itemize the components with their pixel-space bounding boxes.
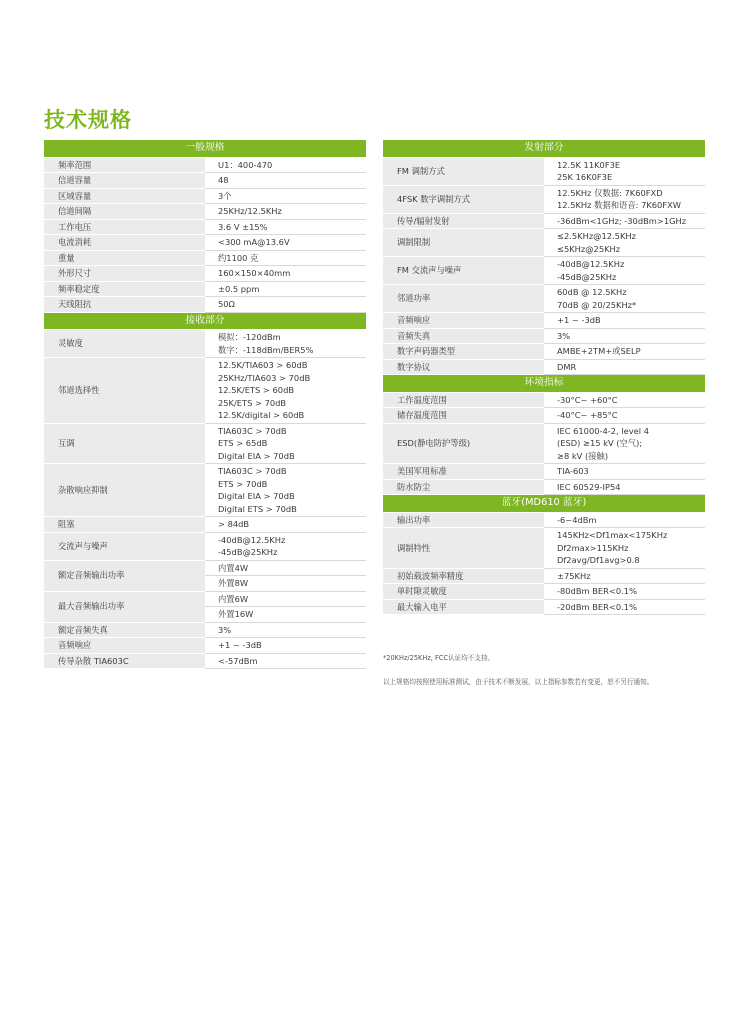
section-header-row xyxy=(383,140,705,157)
spec-key: 工作温度范围 xyxy=(383,392,544,408)
spec-value-line: 外置8W xyxy=(218,578,249,588)
spec-value xyxy=(205,607,366,623)
spec-value xyxy=(205,423,366,464)
spec-value-line: 数字：-118dBm/BER5% xyxy=(218,344,314,355)
spec-row xyxy=(44,464,366,517)
spec-value-line: ≤5KHz@25KHz xyxy=(557,243,621,254)
spec-key: 互调 xyxy=(44,423,205,464)
spec-value xyxy=(544,464,705,480)
spec-row xyxy=(44,188,366,204)
spec-key: 最大音频输出功率 xyxy=(44,591,205,622)
spec-row xyxy=(383,229,705,257)
spec-key: 天线阻抗 xyxy=(44,297,205,313)
spec-value xyxy=(205,250,366,266)
spec-row xyxy=(383,157,705,185)
spec-value-line: ETS > 70dB xyxy=(218,478,268,489)
spec-key: 外形尺寸 xyxy=(44,266,205,282)
spec-key: 单时隙灵敏度 xyxy=(383,584,544,600)
spec-key: 防水防尘 xyxy=(383,479,544,495)
spec-value-line: TIA603C > 70dB xyxy=(218,466,287,476)
spec-key: 阻塞 xyxy=(44,517,205,533)
spec-row xyxy=(44,250,366,266)
spec-row xyxy=(44,423,366,464)
spec-value-line: -20dBm BER<0.1% xyxy=(557,601,637,612)
spec-row xyxy=(383,408,705,424)
spec-value-line: 25KHz/TIA603 > 70dB xyxy=(218,372,311,383)
spec-row xyxy=(383,464,705,480)
spec-value-line: 25K 16K0F3E xyxy=(557,172,613,182)
spec-value xyxy=(205,622,366,638)
spec-value xyxy=(205,235,366,251)
spec-key: 灵敏度 xyxy=(44,330,205,358)
spec-value-line: 12.5KHz 仅数据: 7K60FXD xyxy=(557,187,663,198)
spec-value-line: (ESD) ≥15 kV (空气); xyxy=(557,438,643,448)
spec-row xyxy=(44,591,366,607)
spec-value xyxy=(205,204,366,220)
section-header: 一般规格 xyxy=(44,140,366,157)
spec-key: FM 交流声与噪声 xyxy=(383,257,544,285)
spec-row xyxy=(44,204,366,220)
spec-value xyxy=(544,359,705,375)
spec-value-line: 12.5K/ETS > 60dB xyxy=(218,385,295,395)
spec-table xyxy=(44,140,366,669)
section-header-row xyxy=(383,375,705,393)
spec-row xyxy=(383,285,705,313)
spec-row xyxy=(383,528,705,569)
spec-value xyxy=(544,408,705,424)
spec-value-line: ±75KHz xyxy=(557,570,591,581)
spec-value-line: -40dB@12.5KHz xyxy=(218,534,286,545)
section-header: 蓝牙(MD610 蓝牙) xyxy=(383,495,705,513)
spec-value-line: Df2max>115KHz xyxy=(557,542,629,553)
spec-key: 美国军用标准 xyxy=(383,464,544,480)
spec-value-line: 外置16W xyxy=(218,609,254,619)
section-header-row xyxy=(44,140,366,157)
spec-key: 初始载波频率精度 xyxy=(383,568,544,584)
spec-value-line: Df2avg/Df1avg>0.8 xyxy=(557,555,640,565)
spec-value xyxy=(205,638,366,654)
spec-row xyxy=(44,560,366,576)
section-header: 接收部分 xyxy=(44,312,366,330)
spec-value-line: IEC 61000-4-2, level 4 xyxy=(557,425,649,436)
spec-row xyxy=(44,297,366,313)
footnote-fcc: *20KHz/25KHz, FCC认证均不支持。 xyxy=(383,654,495,662)
spec-value-line: TIA-603 xyxy=(557,466,589,476)
spec-row xyxy=(44,653,366,669)
spec-value-line: <-57dBm xyxy=(218,655,258,666)
spec-value xyxy=(205,219,366,235)
spec-key: 储存温度范围 xyxy=(383,408,544,424)
spec-key: 音频响应 xyxy=(383,313,544,329)
spec-value-line: 内置6W xyxy=(218,593,249,604)
spec-value-line: ≤2.5KHz@12.5KHz xyxy=(557,231,636,241)
spec-value-line: 3% xyxy=(218,624,232,635)
spec-key: 额定音频失真 xyxy=(44,622,205,638)
spec-value xyxy=(205,281,366,297)
spec-value xyxy=(544,213,705,229)
spec-row xyxy=(383,568,705,584)
spec-row xyxy=(44,266,366,282)
spec-key: 频率稳定度 xyxy=(44,281,205,297)
spec-value xyxy=(544,257,705,285)
spec-value-line: +1 ~ -3dB xyxy=(557,315,601,325)
spec-key: 数字声码器类型 xyxy=(383,344,544,360)
spec-key: FM 调制方式 xyxy=(383,157,544,185)
spec-row xyxy=(44,358,366,424)
page-title: 技术规格 xyxy=(44,108,132,132)
spec-value-line: TIA603C > 70dB xyxy=(218,425,287,436)
spec-value xyxy=(205,532,366,560)
spec-row xyxy=(383,257,705,285)
spec-row xyxy=(383,328,705,344)
spec-value-line: +1 ~ -3dB xyxy=(218,640,262,650)
spec-value xyxy=(205,330,366,358)
spec-key: 重量 xyxy=(44,250,205,266)
spec-row xyxy=(383,392,705,408)
spec-value xyxy=(544,528,705,569)
spec-value-line: 12.5K/TIA603 > 60dB xyxy=(218,360,308,370)
spec-row xyxy=(44,532,366,560)
spec-value xyxy=(544,229,705,257)
spec-value xyxy=(205,173,366,189)
section-header-row xyxy=(383,495,705,513)
spec-value xyxy=(205,266,366,282)
spec-row xyxy=(44,173,366,189)
spec-row xyxy=(44,638,366,654)
footnotes xyxy=(383,652,723,700)
spec-value-line: 25K/ETS > 70dB xyxy=(218,397,287,408)
spec-row xyxy=(383,313,705,329)
spec-value-line: 60dB @ 12.5KHz xyxy=(557,287,627,297)
spec-value xyxy=(544,344,705,360)
section-header: 发射部分 xyxy=(383,140,705,157)
spec-value xyxy=(205,157,366,173)
spec-value-line: ±0.5 ppm xyxy=(218,283,260,294)
spec-value xyxy=(544,599,705,615)
spec-value xyxy=(544,584,705,600)
spec-row xyxy=(44,219,366,235)
spec-row xyxy=(383,185,705,213)
spec-table-right xyxy=(383,140,705,615)
spec-row xyxy=(44,622,366,638)
spec-value-line: IEC 60529-IP54 xyxy=(557,481,621,492)
spec-value-line: -80dBm BER<0.1% xyxy=(557,586,637,596)
spec-key: 额定音频输出功率 xyxy=(44,560,205,591)
spec-key: ESD(静电防护等级) xyxy=(383,423,544,464)
spec-value xyxy=(205,653,366,669)
spec-key: 区域容量 xyxy=(44,188,205,204)
spec-value-line: 145KHz<Df1max<175KHz xyxy=(557,530,668,540)
spec-value-line: -40°C~ +85°C xyxy=(557,410,618,420)
spec-row xyxy=(44,517,366,533)
spec-value-line: Digital EIA > 70dB xyxy=(218,450,295,461)
spec-key: 音频失真 xyxy=(383,328,544,344)
spec-key: 杂散响应抑制 xyxy=(44,464,205,517)
spec-key: 工作电压 xyxy=(44,219,205,235)
spec-value xyxy=(544,568,705,584)
spec-row xyxy=(383,599,705,615)
spec-value-line: 内置4W xyxy=(218,562,249,573)
spec-table xyxy=(383,140,705,615)
spec-value xyxy=(205,358,366,424)
spec-value-line: 12.5KHz 数据和语音: 7K60FXW xyxy=(557,200,681,210)
spec-value-line: <300 mA@13.6V xyxy=(218,237,290,247)
spec-key: 最大输入电平 xyxy=(383,599,544,615)
section-header-row xyxy=(44,312,366,330)
spec-row xyxy=(383,479,705,495)
spec-value-line: -45dB@25KHz xyxy=(557,271,617,282)
spec-value-line: U1：400-470 xyxy=(218,159,273,170)
spec-value-line: > 84dB xyxy=(218,519,250,529)
spec-key: 交流声与噪声 xyxy=(44,532,205,560)
spec-value xyxy=(205,560,366,576)
spec-value-line: 12.5K 11K0F3E xyxy=(557,159,621,170)
spec-row xyxy=(383,344,705,360)
footnote-disclaimer: 以上规格均按照使用标准测试，由于技术不断发展，以上指标参数若有变更，恕不另行通知。 xyxy=(383,678,654,686)
spec-key: 信道容量 xyxy=(44,173,205,189)
spec-value-line: 模拟：-120dBm xyxy=(218,332,281,342)
spec-value-line: Digital EIA > 70dB xyxy=(218,491,295,501)
spec-key: 传导/辐射发射 xyxy=(383,213,544,229)
spec-value-line: -45dB@25KHz xyxy=(218,547,278,557)
spec-value xyxy=(544,512,705,528)
spec-row xyxy=(383,512,705,528)
spec-key: 邻道功率 xyxy=(383,285,544,313)
spec-value-line: 3.6 V ±15% xyxy=(218,221,268,232)
spec-value xyxy=(544,328,705,344)
spec-value-line: Digital ETS > 70dB xyxy=(218,503,297,514)
spec-value-line: 160×150×40mm xyxy=(218,268,291,278)
spec-key: 电流消耗 xyxy=(44,235,205,251)
spec-value-line: 70dB @ 20/25KHz* xyxy=(557,299,637,310)
spec-row xyxy=(44,281,366,297)
spec-value-line: -6~4dBm xyxy=(557,514,597,525)
spec-value xyxy=(205,464,366,517)
spec-key: 信道间隔 xyxy=(44,204,205,220)
spec-value-line: AMBE+2TM+或SELP xyxy=(557,346,641,356)
spec-value-line: 3% xyxy=(557,330,571,341)
spec-table-left xyxy=(44,140,366,669)
spec-value-line: 25KHz/12.5KHz xyxy=(218,206,282,216)
spec-row xyxy=(44,330,366,358)
spec-row xyxy=(44,157,366,173)
spec-key: 4FSK 数字调制方式 xyxy=(383,185,544,213)
spec-value xyxy=(544,423,705,464)
spec-value xyxy=(205,517,366,533)
spec-value xyxy=(544,313,705,329)
spec-value-line: 48 xyxy=(218,175,229,185)
spec-key: 传导杂散 TIA603C xyxy=(44,653,205,669)
spec-key: 调制限制 xyxy=(383,229,544,257)
spec-value-line: -36dBm<1GHz; -30dBm>1GHz xyxy=(557,215,687,226)
spec-value-line: DMR xyxy=(557,361,577,372)
spec-value xyxy=(544,285,705,313)
spec-key: 数字协议 xyxy=(383,359,544,375)
spec-key: 输出功率 xyxy=(383,512,544,528)
spec-value-line: -30°C~ +60°C xyxy=(557,394,618,405)
spec-value xyxy=(205,188,366,204)
spec-value-line: 12.5K/digital > 60dB xyxy=(218,410,305,420)
spec-key: 频率范围 xyxy=(44,157,205,173)
spec-value-line: ≥8 kV (接触) xyxy=(557,450,609,461)
spec-key: 调制特性 xyxy=(383,528,544,569)
section-header: 环境指标 xyxy=(383,375,705,393)
spec-value-line: ETS > 65dB xyxy=(218,438,268,448)
spec-value-line: -40dB@12.5KHz xyxy=(557,259,625,269)
spec-value xyxy=(544,185,705,213)
spec-value xyxy=(544,392,705,408)
spec-value xyxy=(544,157,705,185)
spec-value-line: 3个 xyxy=(218,190,232,201)
spec-value xyxy=(544,479,705,495)
spec-row xyxy=(383,213,705,229)
spec-value xyxy=(205,297,366,313)
spec-key: 音频响应 xyxy=(44,638,205,654)
spec-value-line: 50Ω xyxy=(218,299,235,309)
spec-row xyxy=(383,423,705,464)
spec-row xyxy=(383,584,705,600)
spec-value-line: 约1100 克 xyxy=(218,252,259,263)
spec-row xyxy=(44,235,366,251)
spec-value xyxy=(205,576,366,592)
spec-key: 邻道选择性 xyxy=(44,358,205,424)
spec-value xyxy=(205,591,366,607)
spec-row xyxy=(383,359,705,375)
